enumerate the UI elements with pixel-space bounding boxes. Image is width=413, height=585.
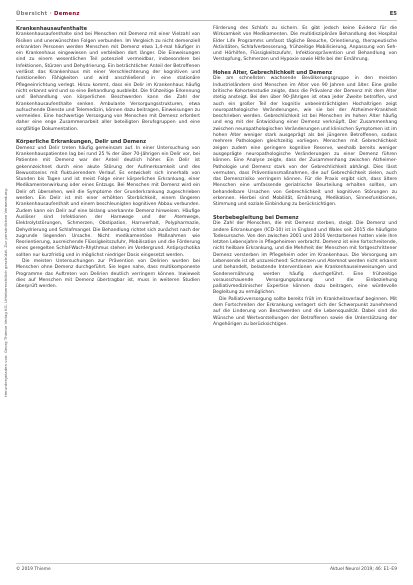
body-paragraph: Die meisten Untersuchungen zur Prävention von Delirien wurden bei Menschen ohne Demenz durchgeführt. Sie legen nahe, dass multikomponente Programme das Auftreten von Delirien deutlich verringern können. Inwieweit dies auf Menschen mit Demenz übertragbar ist, muss in weiteren Studien überprüft werden. — [16, 258, 200, 290]
side-margin-strip — [0, 0, 11, 585]
body-paragraph: Die am schnellsten wachsende Bevölkerungsgruppe in den meisten Industrieländern sind Menschen im Alter von 90 Jahren und älter. Eine große britische Kohortenstudie zeigte, dass die Prävalenz der Demenz mit dem Alter stetig ansteigt. Bei den über 90-Jährigen ist etwa jeder Zweite betroffen, und auch ein großer Teil der kognitiv unbeeinträchtigten Hochaltrigen zeigt neuropathologische Veränderungen, wie sie bei der Alzheimer-Krankheit beschrieben werden. Gebrechlichkeit ist bei Menschen im hohen Alter häufig und eng mit der Entwicklung einer Demenz verknüpft. Der Zusammenhang zwischen neuropathologischen Veränderungen und klinischen Symptomen ist im hohen Alter weniger stark ausgeprägt als bei jüngeren Betroffenen, sodass mehrere Pathologien gleichzeitig vorliegen. Menschen mit Gebrechlichkeit zeigen zudem eine geringere kognitive Reserve, weshalb bereits weniger ausgeprägte neuropathologische Veränderungen zu einer Demenz führen können. Eine Analyse zeigte, dass der Zusammenhang zwischen Alzheimer-Pathologie und Demenz stark von der Gebrechlichkeit abhängt. Dies lässt vermuten, dass Präventionsmaßnahmen, die auf Gebrechlichkeit zielen, auch das Demenzrisiko verringern können. Für die Praxis ergibt sich, dass ältere Menschen eine umfassende geriatrische Beurteilung erhalten sollten, um behandelbare Ursachen von Gebrechlichkeit und kognitiven Störungen zu erkennen. Hierbei sind Mobilität, Ernährung, Medikation, Sinnesfunktionen, Stimmung und soziale Einbindung zu berücksichtigen. — [213, 76, 397, 208]
section-heading: Körperliche Erkrankungen, Delir und Demenz — [16, 139, 147, 146]
section-heading: Sterbebegleitung bei Demenz — [213, 214, 299, 221]
body-paragraph: Krankenhausaufenthalte sind bei Menschen mit Demenz mit einer Vielzahl von Risiken und unerwünschten Folgen verbunden. Im Vergleich zu nicht demenziell erkrankten Personen werden Menschen mit Demenz etwa 1,4-mal häufiger in ein Krankenhaus eingewiesen und verbleiben dort länger. Die Einweisungen sind zu einem wesentlichen Teil potenziell vermeidbar, insbesondere bei Infektionen, Stürzen und Dehydrierung. Ein beträchtlicher Anteil der Betroffenen verlässt das Krankenhaus mit einer Verschlechterung der kognitiven und funktionellen Fähigkeiten und wird anschließend in eine stationäre Pflegeeinrichtung verlegt. Hinzu kommt, dass ein Delir im Krankenhaus häufig nicht erkannt wird und so eine Behandlung ausbleibt. Die frühzeitige Erkennung und Behandlung von körperlichen Beschwerden kann die Zahl der Krankenhausaufenthalte senken. Ambulante Versorgungsstrukturen, etwa aufsuchende Dienste und Telemedizin, können dazu beitragen, Einweisungen zu vermeiden. Eine hochwertige Versorgung von Menschen mit Demenz erfordert daher eine enge Zusammenarbeit aller beteiligten Berufsgruppen und eine sorgfältige Dokumentation. — [16, 32, 200, 132]
footer-divider — [16, 563, 397, 564]
section-heading: Krankenhausaufenthalte — [16, 26, 88, 32]
page-number: E5 — [389, 11, 397, 17]
body-paragraph: Förderung des Schlafs zu sichern. Es gibt jedoch keine Evidenz für die Wirksamkeit von Medikamenten. Die multidisziplinäre Behandlung des Hospital Elder Life Programms umfasst tägliche Besuche, Orientierung, therapeutische Aktivitäten, Schlafverbesserung, frühzeitige Mobilisierung, Anpassung von Seh- und Hörhilfen, Flüssigkeitszufuhr, Infektionsprävention und Behandlung von Verstopfung, Schmerzen und Hypoxie sowie Hilfe bei der Ernährung. — [213, 26, 397, 63]
right-column — [213, 26, 397, 328]
copyright-notice: © 2019 Thieme — [16, 566, 51, 572]
body-paragraph: Die Palliativversorgung sollte bereits früh im Krankheitsverlauf beginnen. Mit dem Fortschreiten der Erkrankung verlagert sich der Schwerpunkt zunehmend auf die Linderung von Beschwerden und die Lebensqualität. Dabei sind die Wünsche und Wertvorstellungen der Betroffenen sowie die Unterstützung der Angehörigen zu berücksichtigen. — [213, 296, 397, 327]
body-paragraph: Die Zahl der Menschen, die mit Demenz sterben, steigt. Die Demenz und andere Erkrankungen (ICD-10) ist in England und Wales seit 2015 die häufigste Todesursache. Von den zwischen 2001 und 2016 Verstorbenen hatten viele ihre letzten Lebensjahre in Pflegeheimen verbracht. Demenz ist eine fortschreitende, nicht heilbare Erkrankung, und die Mehrheit der Menschen mit fortgeschrittener Demenz versterben im Pflegeheim oder im Krankenhaus. Die Versorgung am Lebensende ist oft unzureichend: Schmerzen und Atemnot werden nicht erkannt und behandelt, belastende Interventionen wie Krankenhauseinweisungen und Sondenernährung werden häufig durchgeführt. Eine frühzeitige vorausschauende Versorgungsplanung und die Einbeziehung palliativmedizinischer Expertise können dazu beitragen, eine würdevolle Begleitung zu ermöglichen. — [213, 221, 397, 296]
running-header — [16, 9, 397, 19]
running-title — [16, 11, 80, 17]
left-column — [16, 26, 200, 290]
body-paragraph: Demenz und Delir treten häufig gemeinsam auf. In einer Untersuchung von Krankenhauspatienten lag bei rund 25 % der über 70-Jährigen ein Delir vor, bei Patienten mit Demenz war der Anteil deutlich höher. Ein Delir ist gekennzeichnet durch eine akute Störung der Aufmerksamkeit und des Bewusstseins mit fluktuierendem Verlauf. Es entwickelt sich innerhalb von Stunden bis Tagen und ist meist Folge einer körperlichen Erkrankung, einer Medikamentenwirkung oder eines Entzugs. Bei Menschen mit Demenz wird ein Delir oft übersehen, weil die Symptome der Grunderkrankung zugeschrieben werden. Ein Delir ist mit einer erhöhten Sterblichkeit, einem längeren Krankenhausaufenthalt und einem beschleunigten kognitiven Abbau verbunden. Zudem kann ein Delir auf eine bislang unerkannte Demenz hinweisen. Häufige Auslöser sind Infektionen der Harnwege und der Atemwege, Elektrolytstörungen, Schmerzen, Obstipation, Harnverhalt, Polypharmazie, Dehydrierung und Schlafmangel. Die Behandlung richtet sich zunächst nach der zugrunde liegenden Ursache. Nicht medikamentöse Maßnahmen wie Reorientierung, ausreichende Flüssigkeitszufuhr, Mobilisation und die Förderung eines geregelten Schlaf-Wach-Rhythmus stehen im Vordergrund. Antipsychotika sollten nur kurzfristig und in möglichst niedriger Dosis eingesetzt werden. — [16, 145, 200, 258]
running-title-prefix: Übersicht — [16, 11, 48, 17]
section-heading: Hohes Alter, Gebrechlichkeit und Demenz — [213, 70, 333, 77]
running-title-accent: Demenz — [54, 11, 80, 17]
running-title-separator: · — [47, 11, 55, 17]
download-notice: Heruntergeladen von: Georg Thieme Verlag KG. Urheberrechtlich geschützt. Zur persönlichen Verwendung. — [3, 187, 8, 398]
journal-citation: Aktuel Neurol 2019; 46: E1–E9 — [330, 566, 397, 572]
header-divider — [16, 20, 397, 21]
page-footer — [16, 565, 397, 573]
